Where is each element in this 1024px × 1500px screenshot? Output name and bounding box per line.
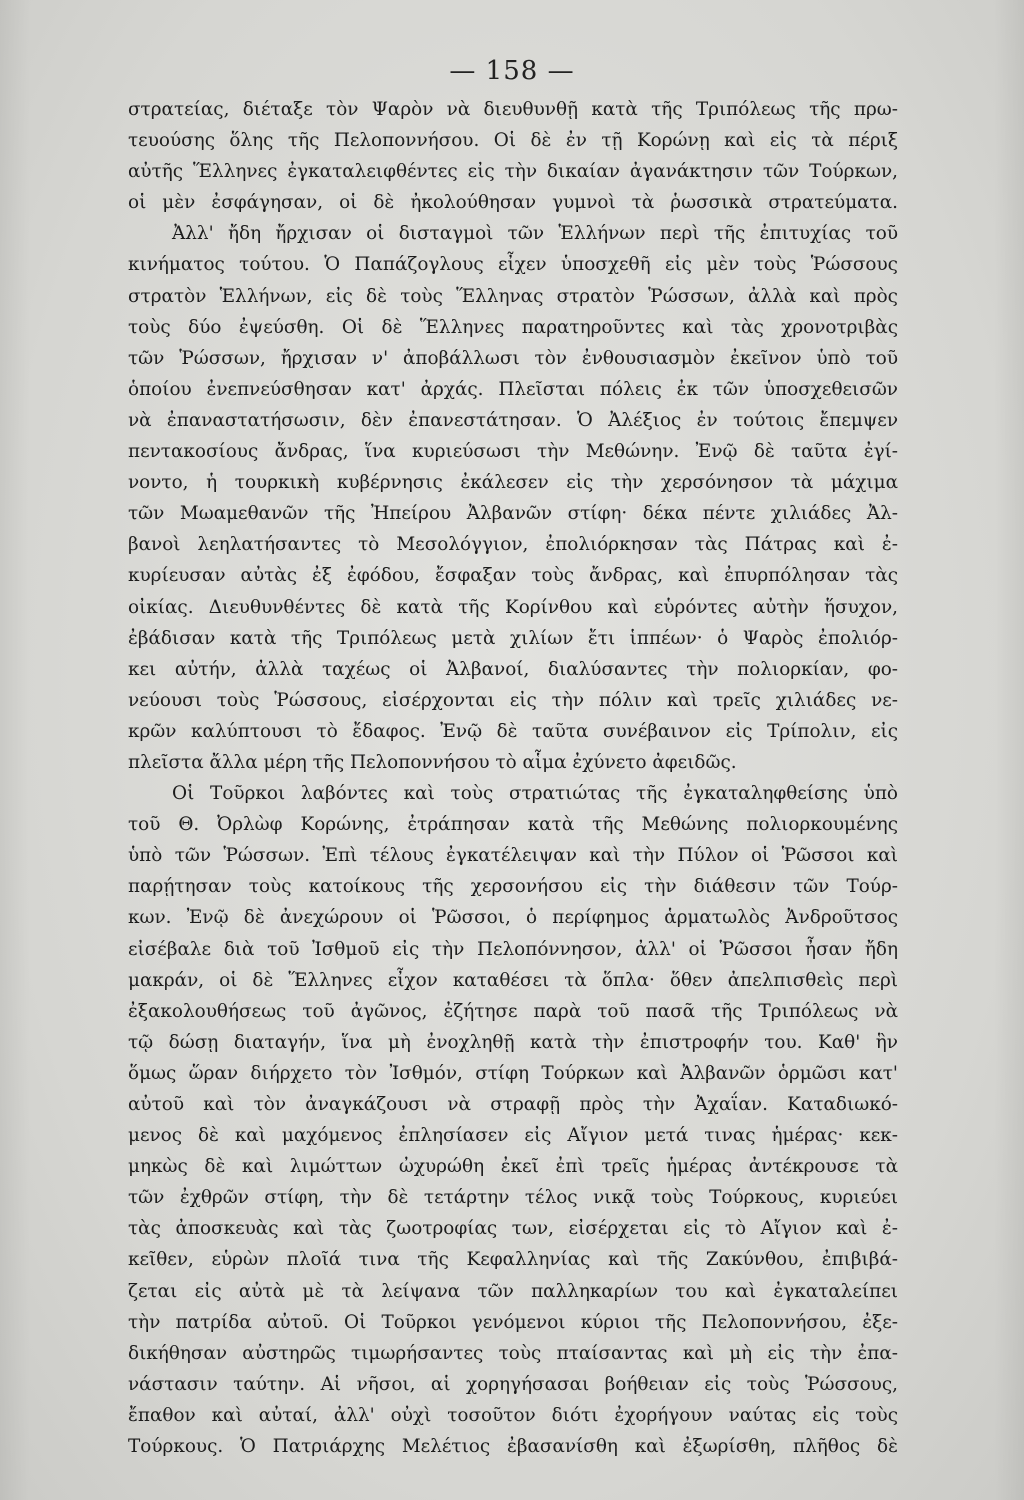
text-line: στρατείας, διέταξε τὸν Ψαρὸν νὰ διευθυνθῇ κατὰ τῆς Τριπόλεως τῆς πρω- xyxy=(128,99,898,120)
text-line: οἰκίας. Διευθυνθέντες δὲ κατὰ τῆς Κορίνθου καὶ εὑρόντες αὐτὴν ἥσυχον, xyxy=(128,596,898,618)
text-line: κει αὐτήν, ἀλλὰ ταχέως οἱ Ἀλβανοί, διαλύσαντες τὴν πολιορκίαν, φο- xyxy=(128,658,898,680)
text-line: κεῖθεν, εὑρὼν πλοῖά τινα τῆς Κεφαλληνίας καὶ τῆς Ζακύνθου, ἐπιβιβά- xyxy=(128,1249,898,1271)
text-line: παρῄτησαν τοὺς κατοίκους τῆς χερσονήσου εἰς τὴν διάθεσιν τῶν Τούρ- xyxy=(128,876,898,898)
text-line: ἐξακολουθήσεως τοῦ ἀγῶνος, ἐζήτησε παρὰ τοῦ πασᾶ τῆς Τριπόλεως νὰ xyxy=(128,1000,898,1022)
text-line: κινήματος τούτου. Ὁ Παπάζογλους εἶχεν ὑποσχεθῆ εἰς μὲν τοὺς Ῥώσσους xyxy=(128,254,898,276)
text-line: αὐτῆς Ἕλληνες ἐγκαταλειφθέντες εἰς τὴν δικαίαν ἀγανάκτησιν τῶν Τούρκων, xyxy=(128,161,898,183)
text-line: ὅμως ὥραν διήρχετο τὸν Ἰσθμόν, στίφη Τούρκων καὶ Ἀλβανῶν ὁρμῶσι κατ' xyxy=(128,1062,898,1084)
text-line: τὰς ἀποσκευὰς καὶ τὰς ζωοτροφίας των, εἰσέρχεται εἰς τὸ Αἴγιον καὶ ἐ- xyxy=(128,1218,898,1240)
text-line: τευούσης ὅλης τῆς Πελοποννήσου. Οἱ δὲ ἐν τῇ Κορώνῃ καὶ εἰς τὰ πέριξ xyxy=(128,130,898,152)
text-line: τοὺς δύο ἐψεύσθη. Οἱ δὲ Ἕλληνες παρατηροῦντες καὶ τὰς χρονοτριβὰς xyxy=(128,316,898,338)
page-number: — 158 — xyxy=(449,56,575,86)
text-line: κυρίευσαν αὐτὰς ἐξ ἐφόδου, ἔσφαξαν τοὺς ἄνδρας, καὶ ἐπυρπόλησαν τὰς xyxy=(128,565,898,587)
text-line: ἔπαθον καὶ αὐταί, ἀλλ' οὐχὶ τοσοῦτον διότι ἐχορήγουν ναύτας εἰς τοὺς xyxy=(128,1404,898,1426)
text-line: τῶν ἐχθρῶν στίφη, τὴν δὲ τετάρτην τέλος νικᾷ τοὺς Τούρκους, κυριεύει xyxy=(128,1187,898,1209)
text-line: Ἀλλ' ἤδη ἤρχισαν οἱ δισταγμοὶ τῶν Ἑλλήνων περὶ τῆς ἐπιτυχίας τοῦ xyxy=(172,223,898,245)
text-line: ὁποίου ἐνεπνεύσθησαν κατ' ἀρχάς. Πλεῖσται πόλεις ἐκ τῶν ὑποσχεθεισῶν xyxy=(128,378,898,400)
text-line: τὴν πατρίδα αὐτοῦ. Οἱ Τοῦρκοι γενόμενοι κύριοι τῆς Πελοποννήσου, ἐξε- xyxy=(128,1311,898,1333)
text-line: μακράν, οἱ δὲ Ἕλληνες εἶχον καταθέσει τὰ ὅπλα· ὅθεν ἀπελπισθεὶς περὶ xyxy=(128,969,898,991)
text-line: αὐτοῦ καὶ τὸν ἀναγκάζουσι νὰ στραφῇ πρὸς τὴν Ἀχαΐαν. Καταδιωκό- xyxy=(128,1094,898,1115)
text-line: νοντο, ἡ τουρκικὴ κυβέρνησις ἐκάλεσεν εἰς τὴν χερσόνησον τὰ μάχιμα xyxy=(128,472,898,494)
text-line: κρῶν καλύπτουσι τὸ ἔδαφος. Ἐνῷ δὲ ταῦτα συνέβαινον εἰς Τρίπολιν, εἰς xyxy=(128,720,898,742)
text-line: οἱ μὲν ἐσφάγησαν, οἱ δὲ ἠκολούθησαν γυμνοὶ τὰ ῥωσσικὰ στρατεύματα. xyxy=(128,192,898,214)
text-line: στρατὸν Ἑλλήνων, εἰς δὲ τοὺς Ἕλληνας στρατὸν Ῥώσσων, ἀλλὰ καὶ πρὸς xyxy=(128,285,898,307)
text-line: κων. Ἐνῷ δὲ ἀνεχώρουν οἱ Ῥῶσσοι, ὁ περίφημος ἁρματωλὸς Ἀνδροῦτσος xyxy=(128,907,898,929)
text-line: μηκὼς δὲ καὶ λιμώττων ὠχυρώθη ἐκεῖ ἐπὶ τρεῖς ἡμέρας ἀντέκρουσε τὰ xyxy=(128,1156,898,1178)
text-line: τῶν Μωαμεθανῶν τῆς Ἠπείρου Ἀλβανῶν στίφη· δέκα πέντε χιλιάδες Ἀλ- xyxy=(128,503,898,525)
body-text xyxy=(128,94,898,1462)
text-line: δικήθησαν αὐστηρῶς τιμωρήσαντες τοὺς πταίσαντας καὶ μὴ εἰς τὴν ἐπα- xyxy=(128,1342,898,1364)
text-line: τοῦ Θ. Ὀρλὼφ Κορώνης, ἐτράπησαν κατὰ τῆς Μεθώνης πολιορκουμένης xyxy=(128,814,898,836)
text-line: ὑπὸ τῶν Ῥώσσων. Ἐπὶ τέλους ἐγκατέλειψαν καὶ τὴν Πύλον οἱ Ῥῶσσοι καὶ xyxy=(128,845,898,867)
text-line: τῶν Ῥώσσων, ἤρχισαν ν' ἀποβάλλωσι τὸν ἐνθουσιασμὸν ἐκεῖνον ὑπὸ τοῦ xyxy=(128,347,898,369)
text-line: ζεται εἰς αὐτὰ μὲ τὰ λείψανα τῶν παλληκαρίων του καὶ ἐγκαταλείπει xyxy=(128,1280,898,1302)
text-line: τῷ δώσῃ διαταγήν, ἵνα μὴ ἐνοχληθῇ κατὰ τὴν ἐπιστροφήν του. Καθ' ἣν xyxy=(128,1031,898,1053)
right-edge-shadow xyxy=(994,0,1024,1500)
text-line: Τούρκους. Ὁ Πατριάρχης Μελέτιος ἐβασανίσθη καὶ ἐξωρίσθη, πλῆθος δὲ xyxy=(128,1436,898,1458)
text-line: πλεῖστα ἄλλα μέρη τῆς Πελοποννήσου τὸ αἷμα ἐχύνετο ἀφειδῶς. xyxy=(128,751,737,773)
text-line: βανοὶ λεηλατήσαντες τὸ Μεσολόγγιον, ἐπολιόρκησαν τὰς Πάτρας καὶ ἐ- xyxy=(128,534,898,556)
text-line: νεύουσι τοὺς Ῥώσσους, εἰσέρχονται εἰς τὴν πόλιν καὶ τρεῖς χιλιάδες νε- xyxy=(128,689,898,711)
text-line: νὰ ἐπαναστατήσωσιν, δὲν ἐπανεστάτησαν. Ὁ Ἀλέξιος ἐν τούτοις ἔπεμψεν xyxy=(128,409,898,431)
text-line: εἰσέβαλε διὰ τοῦ Ἰσθμοῦ εἰς τὴν Πελοπόννησον, ἀλλ' οἱ Ῥῶσσοι ἦσαν ἤδη xyxy=(128,938,898,960)
text-line: ἐβάδισαν κατὰ τῆς Τριπόλεως μετὰ χιλίων ἔτι ἱππέων· ὁ Ψαρὸς ἐπολιόρ- xyxy=(128,627,898,649)
text-line: νάστασιν ταύτην. Αἱ νῆσοι, αἱ χορηγήσασαι βοήθειαν εἰς τοὺς Ῥώσσους, xyxy=(128,1373,898,1395)
text-line: πεντακοσίους ἄνδρας, ἵνα κυριεύσωσι τὴν Μεθώνην. Ἐνῷ δὲ ταῦτα ἐγί- xyxy=(128,441,898,463)
text-line: Οἱ Τοῦρκοι λαβόντες καὶ τοὺς στρατιώτας τῆς ἐγκαταληφθείσης ὑπὸ xyxy=(172,783,898,805)
text-line: μενος δὲ καὶ μαχόμενος ἐπλησίασεν εἰς Αἴγιον μετά τινας ἡμέρας· κεκ- xyxy=(128,1125,898,1147)
left-edge-shadow xyxy=(0,0,30,1500)
